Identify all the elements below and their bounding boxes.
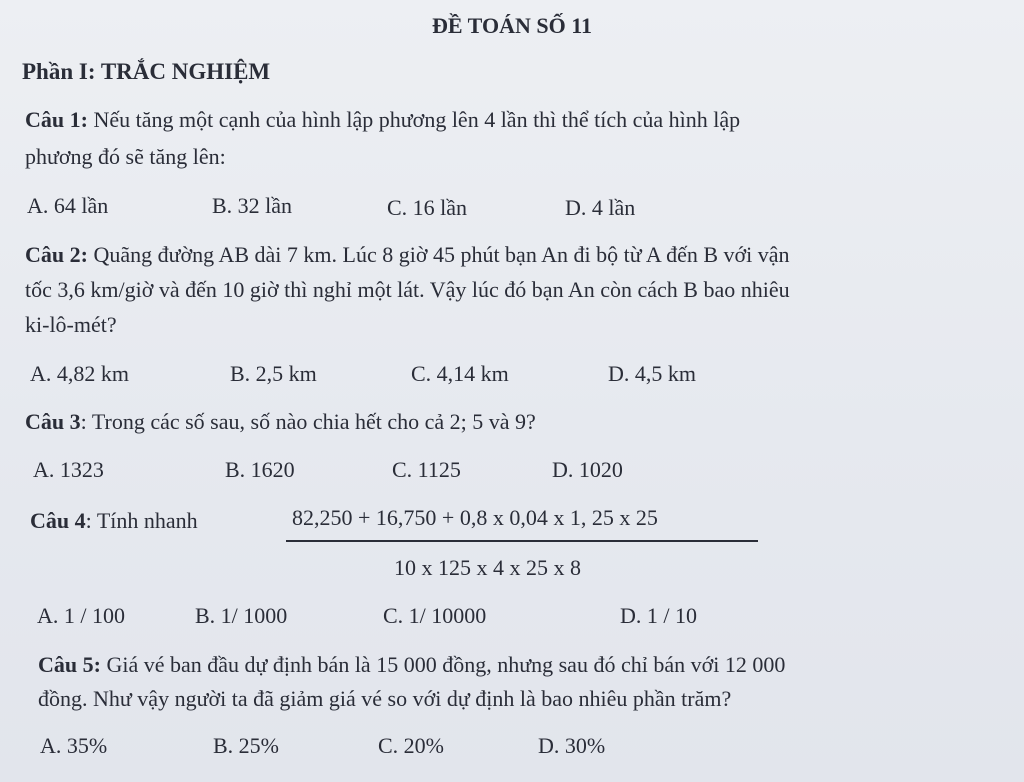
question-2-line-3: ki-lô-mét? [25,312,117,337]
question-5-line-2: đồng. Như vậy người ta đã giảm giá vé so với dự định là bao nhiêu phần trăm? [38,686,732,711]
question-3-line-1: Câu 3: Trong các số sau, số nào chia hết cho cả 2; 5 và 9? [25,409,536,434]
question-4-line-1: Câu 4: Tính nhanh [30,508,198,533]
question-3-option-c: C. 1125 [392,457,461,482]
question-2-option-d: D. 4,5 km [608,361,696,386]
question-1-option-d: D. 4 lần [565,195,636,220]
question-4-option-a: A. 1 / 100 [37,603,125,628]
question-1-label: Câu 1: [25,107,88,132]
question-1-option-a: A. 64 lần [27,193,109,218]
question-3-option-b: B. 1620 [225,457,295,482]
section-heading: Phần I: TRẮC NGHIỆM [22,59,271,84]
question-4-option-b: B. 1/ 1000 [195,603,288,628]
question-1-line-1: Câu 1: Nếu tăng một cạnh của hình lập phương lên 4 lần thì thể tích của hình lập [25,107,741,132]
question-1-option-b: B. 32 lần [212,193,293,218]
question-2-label: Câu 2: [25,242,88,267]
question-5-option-d: D. 30% [538,733,606,758]
question-5-option-b: B. 25% [213,733,279,758]
question-5-label: Câu 5: [38,652,101,677]
question-1-option-c: C. 16 lần [387,195,468,220]
question-2-option-a: A. 4,82 km [30,361,129,386]
fraction-denominator: 10 x 125 x 4 x 25 x 8 [394,555,581,580]
question-5-option-a: A. 35% [40,733,108,758]
question-2-line-2: tốc 3,6 km/giờ và đến 10 giờ thì nghỉ một lát. Vậy lúc đó bạn An còn cách B bao nhiêu [25,277,790,302]
question-2-line-1: Câu 2: Quãng đường AB dài 7 km. Lúc 8 giờ 45 phút bạn An đi bộ từ A đến B với vận [25,242,790,267]
question-4-option-d: D. 1 / 10 [620,603,697,628]
question-3-option-a: A. 1323 [33,457,104,482]
question-3-option-d: D. 1020 [552,457,623,482]
question-4-option-c: C. 1/ 10000 [383,603,487,628]
question-5-line-1: Câu 5: Giá vé ban đầu dự định bán là 15 000 đồng, nhưng sau đó chỉ bán với 12 000 [38,652,786,677]
page-title: ĐỀ TOÁN SỐ 11 [432,13,592,38]
question-2-option-c: C. 4,14 km [411,361,509,386]
question-3-label: Câu 3 [25,409,81,434]
fraction-numerator: 82,250 + 16,750 + 0,8 x 0,04 x 1, 25 x 25 [292,505,658,530]
fraction-bar [286,540,758,542]
question-4-label: Câu 4 [30,508,86,533]
question-2-option-b: B. 2,5 km [230,361,317,386]
question-5-option-c: C. 20% [378,733,444,758]
question-1-line-2: phương đó sẽ tăng lên: [25,144,226,169]
